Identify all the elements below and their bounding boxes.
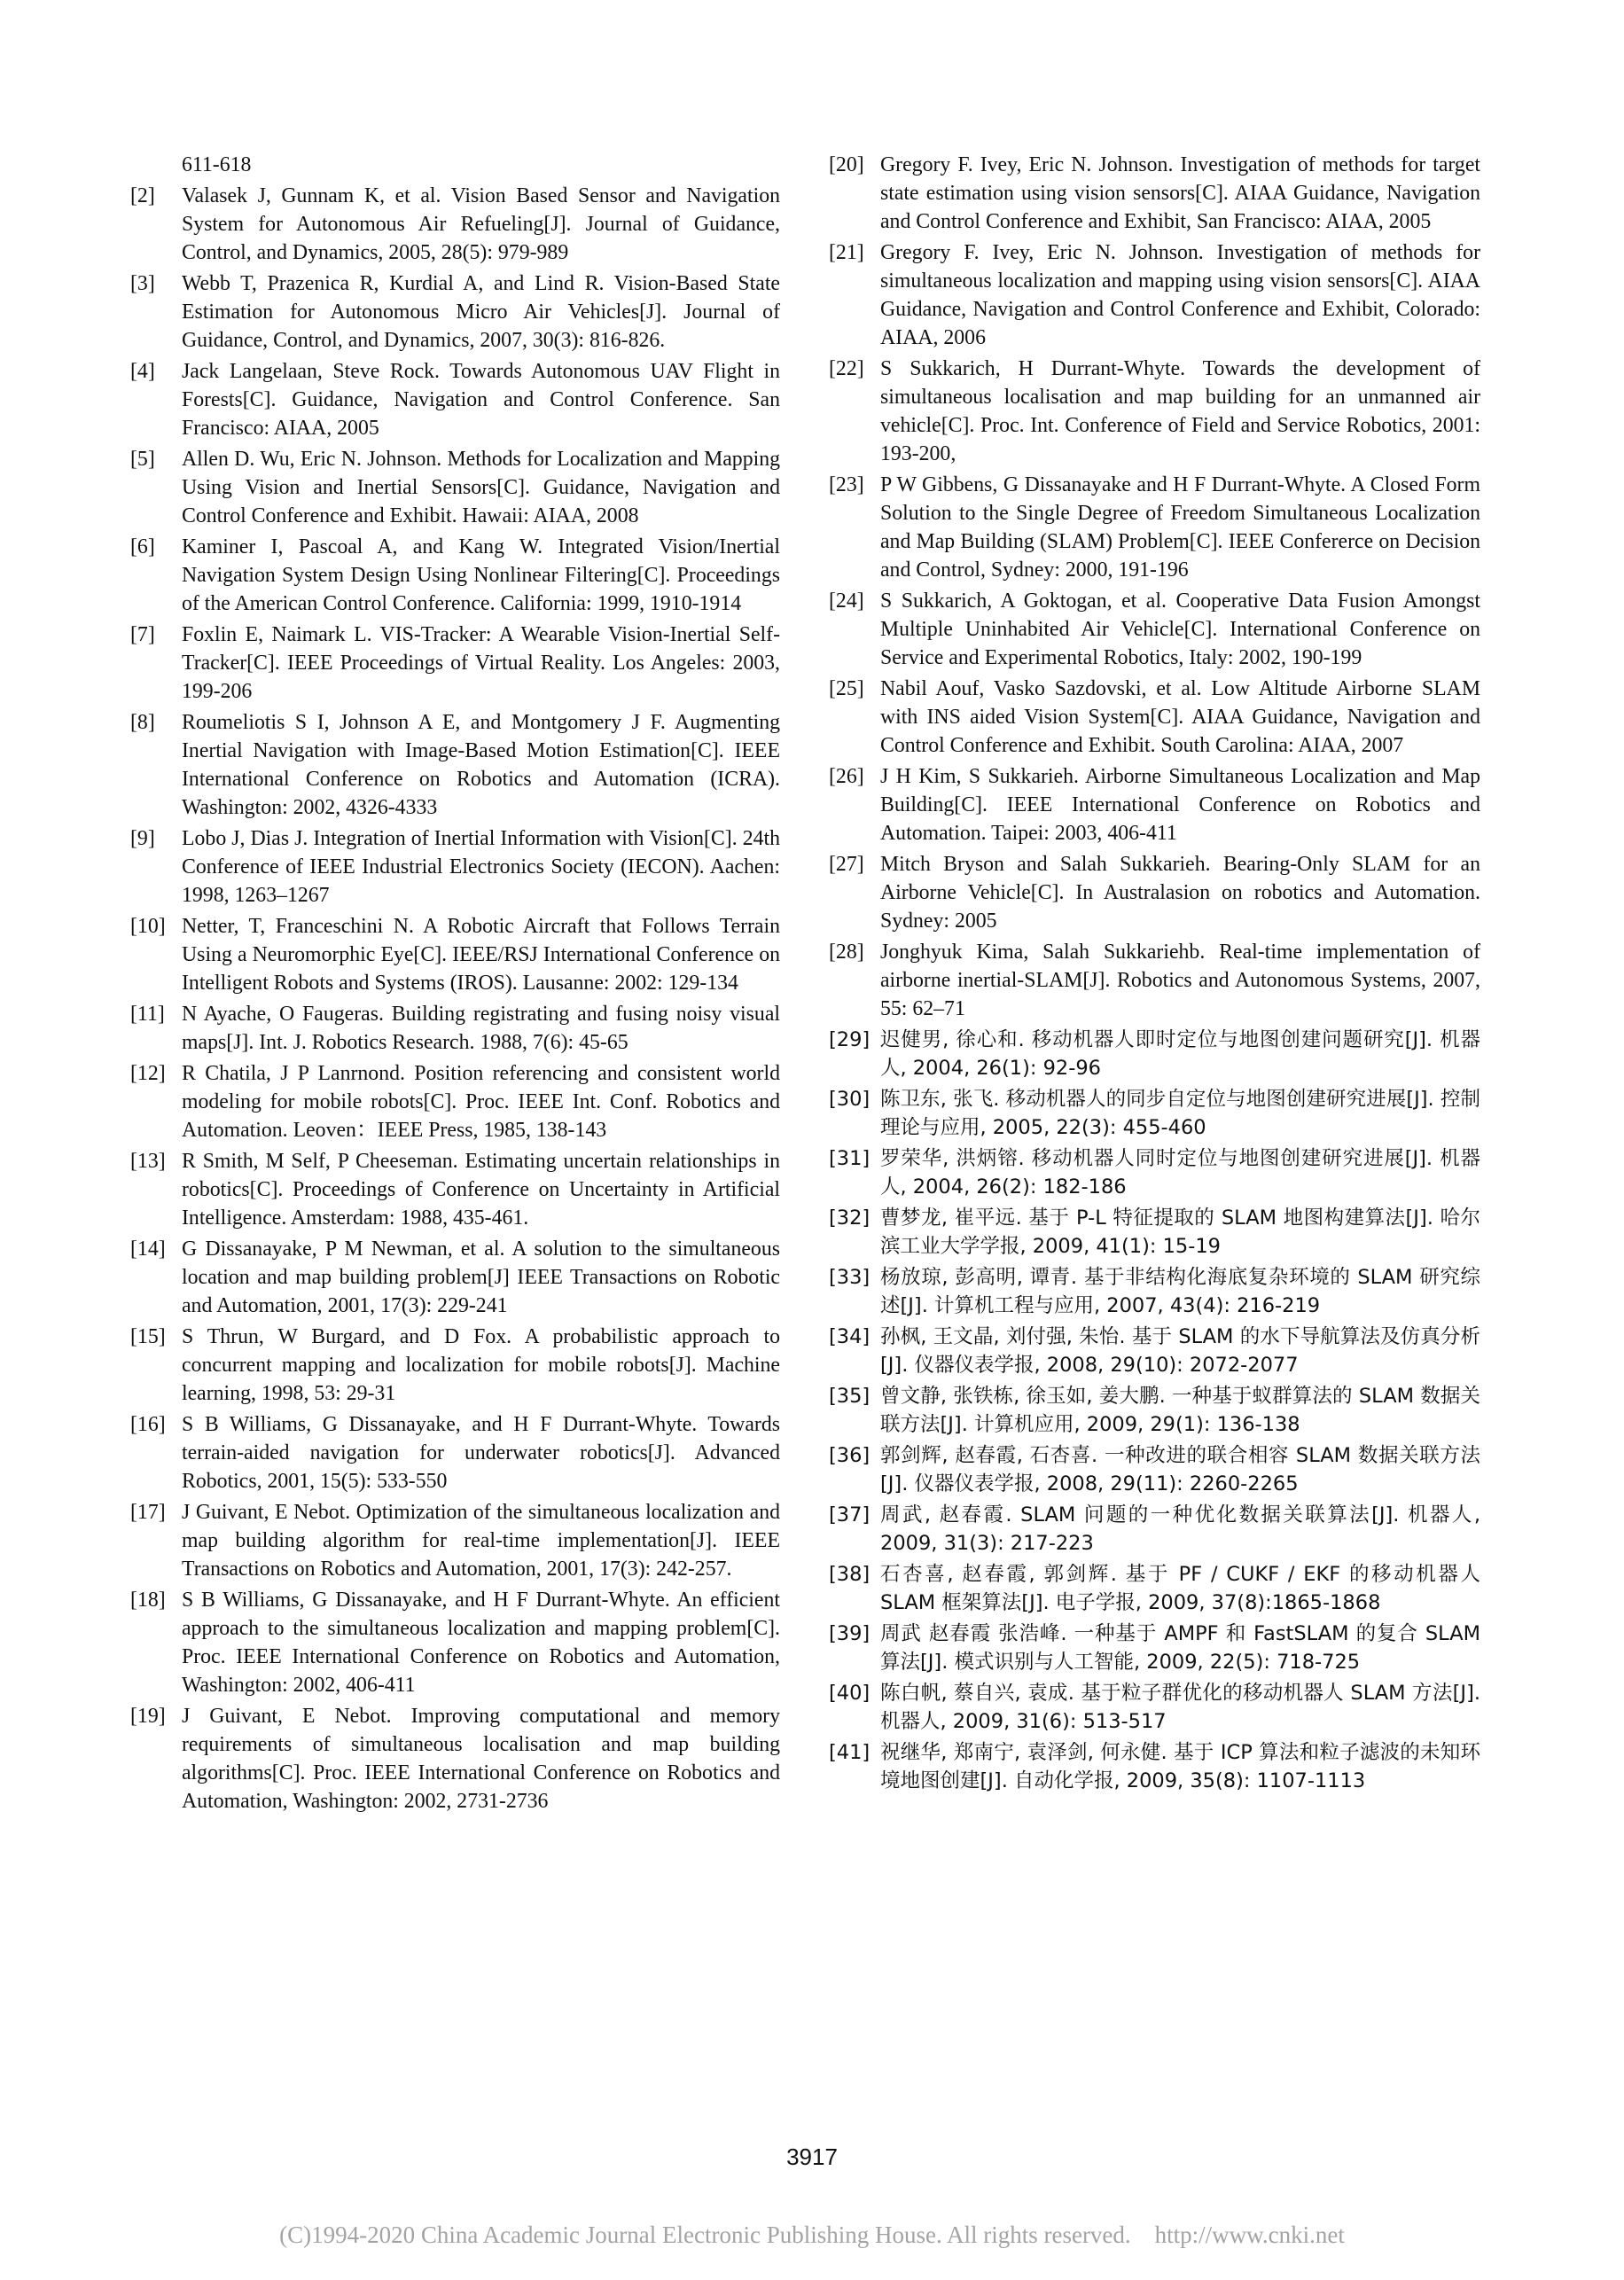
reference-text: R Chatila, J P Lanrnond. Position referencing and consistent world modeling for mobile robots[C]. Proc. IEEE Int. Conf. Robotics and Automation. Leoven：IEEE Press, 1985, 138-143 (182, 1062, 780, 1142)
reference-number: [10] (130, 915, 166, 938)
reference-entry (130, 912, 780, 997)
reference-entry (829, 151, 1480, 236)
reference-entry (829, 587, 1480, 672)
reference-number: [24] (829, 590, 864, 613)
reference-number: [34] (829, 1325, 871, 1348)
reference-number: [18] (130, 1589, 166, 1612)
reference-text: Roumeliotis S I, Johnson A E, and Montgomery J F. Augmenting Inertial Navigation with Image-Based Motion Estimation[C]. IEEE International Conference on Robotics and Automation (ICRA). Washington: 2002, 4326-4333 (182, 711, 780, 819)
reference-entry (130, 445, 780, 530)
reference-entry (829, 1382, 1480, 1439)
reference-entry (829, 1679, 1480, 1736)
reference-entry (829, 1620, 1480, 1676)
reference-number: [36] (829, 1444, 871, 1467)
reference-number: [35] (829, 1385, 871, 1408)
reference-number: [4] (130, 360, 155, 383)
reference-text: 祝继华, 郑南宁, 袁泽剑, 何永健. 基于 ICP 算法和粒子滤波的未知环境地图创建[J]. 自动化学报, 2009, 35(8): 1107-1113 (880, 1741, 1480, 1792)
reference-text: 杨放琼, 彭高明, 谭青. 基于非结构化海底复杂环境的 SLAM 研究综述[J]. 计算机工程与应用, 2007, 43(4): 216-219 (880, 1266, 1480, 1317)
reference-entry (829, 1560, 1480, 1617)
reference-number: [8] (130, 711, 155, 734)
reference-text: Mitch Bryson and Salah Sukkarieh. Bearing-Only SLAM for an Airborne Vehicle[C]. In Australasion on robotics and Automation. Sydney: 2005 (880, 853, 1480, 933)
reference-text: S Sukkarich, A Goktogan, et al. Cooperative Data Fusion Amongst Multiple Uninhabited Air Vehicle[C]. International Conference on Service and Experimental Robotics, Italy: 2002, 190-199 (880, 590, 1480, 669)
reference-entry (829, 1738, 1480, 1795)
reference-number: [19] (130, 1705, 166, 1728)
page-number: 3917 (786, 2143, 838, 2170)
reference-text: Allen D. Wu, Eric N. Johnson. Methods for Localization and Mapping Using Vision and Inertial Sensors[C]. Guidance, Navigation and Control Conference and Exhibit. Hawaii: AIAA, 2008 (182, 448, 780, 527)
reference-text: 曹梦龙, 崔平远. 基于 P-L 特征提取的 SLAM 地图构建算法[J]. 哈尔滨工业大学学报, 2009, 41(1): 15-19 (880, 1206, 1480, 1258)
reference-number: [15] (130, 1325, 166, 1348)
reference-entry (829, 1441, 1480, 1498)
reference-entry (130, 824, 780, 910)
reference-entry (130, 182, 780, 267)
reference-number: [32] (829, 1206, 871, 1230)
reference-entry (829, 1026, 1480, 1082)
reference-number: [13] (130, 1150, 166, 1173)
reference-entry (829, 938, 1480, 1023)
reference-entry (829, 471, 1480, 584)
reference-text: Foxlin E, Naimark L. VIS-Tracker: A Wearable Vision-Inertial Self-Tracker[C]. IEEE Proceedings of Virtual Reality. Los Angeles: 2003, 199-206 (182, 623, 780, 703)
reference-text: N Ayache, O Faugeras. Building registrating and fusing noisy visual maps[J]. Int. J. Robotics Research. 1988, 7(6): 45-65 (182, 1003, 780, 1054)
reference-text: Jack Langelaan, Steve Rock. Towards Autonomous UAV Flight in Forests[C]. Guidance, Navigation and Control Conference. San Francisco: AIAA, 2005 (182, 360, 780, 440)
reference-number: [38] (829, 1563, 871, 1586)
reference-text: Valasek J, Gunnam K, et al. Vision Based Sensor and Navigation System for Autonomous Air Refueling[J]. Journal of Guidance, Control, and Dynamics, 2005, 28(5): 979-989 (182, 184, 780, 264)
reference-text: 曾文静, 张铁栋, 徐玉如, 姜大鹏. 一种基于蚁群算法的 SLAM 数据关联方法[J]. 计算机应用, 2009, 29(1): 136-138 (880, 1385, 1480, 1436)
reference-entry (130, 621, 780, 706)
reference-entry (130, 269, 780, 355)
reference-text: Nabil Aouf, Vasko Sazdovski, et al. Low Altitude Airborne SLAM with INS aided Vision System[C]. AIAA Guidance, Navigation and Control Conference and Exhibit. South Carolina: AIAA, 2007 (880, 677, 1480, 757)
reference-number: [25] (829, 677, 864, 700)
reference-entry (130, 1059, 780, 1144)
reference-text: J Guivant, E Nebot. Optimization of the simultaneous localization and map building algorithm for real-time implementation[J]. IEEE Transactions on Robotics and Automation, 2001, 17(3): 242-257. (182, 1501, 780, 1581)
reference-text: 陈卫东, 张飞. 移动机器人的同步自定位与地图创建研究进展[J]. 控制理论与应用, 2005, 22(3): 455-460 (880, 1088, 1480, 1139)
reference-entry (829, 1501, 1480, 1558)
reference-entry (130, 1498, 780, 1583)
reference-text: 迟健男, 徐心和. 移动机器人即时定位与地图创建问题研究[J]. 机器人, 2004, 26(1): 92-96 (880, 1028, 1480, 1080)
reference-text: J Guivant, E Nebot. Improving computational and memory requirements of simultaneous localisation and map building algorithms[C]. Proc. IEEE International Conference on Robotics and Automation, Washington: 2002, 2731-2736 (182, 1705, 780, 1813)
reference-text: 陈白帆, 蔡自兴, 袁成. 基于粒子群优化的移动机器人 SLAM 方法[J]. 机器人, 2009, 31(6): 513-517 (880, 1682, 1480, 1733)
reference-text: P W Gibbens, G Dissanayake and H F Durrant-Whyte. A Closed Form Solution to the Single Degree of Freedom Simultaneous Localization and Map Building (SLAM) Problem[C]. IEEE Confererce on Decision and Control, Sydney: 2000, 191-196 (880, 473, 1480, 582)
reference-text: 周武 赵春霞 张浩峰. 一种基于 AMPF 和 FastSLAM 的复合 SLAM 算法[J]. 模式识别与人工智能, 2009, 22(5): 718-725 (880, 1622, 1480, 1674)
reference-entry (829, 1323, 1480, 1379)
reference-number: [2] (130, 184, 155, 207)
reference-text: Gregory F. Ivey, Eric N. Johnson. Investigation of methods for simultaneous localization and mapping using vision sensors[C]. AIAA Guidance, Navigation and Control Conference and Exhibit, Colorado: AIAA, 2006 (880, 241, 1480, 349)
reference-entry (829, 675, 1480, 760)
reference-text: R Smith, M Self, P Cheeseman. Estimating uncertain relationships in robotics[C]. Proceedings of Conference on Uncertainty in Artificial Intelligence. Amsterdam: 1988, 435-461. (182, 1150, 780, 1230)
reference-text: Jonghyuk Kima, Salah Sukkariehb. Real-time implementation of airborne inertial-SLAM[J]. Robotics and Autonomous Systems, 2007, 55: 62–71 (880, 941, 1480, 1020)
reference-number: [6] (130, 535, 155, 558)
references-left-column (130, 151, 780, 1818)
reference-number: [11] (130, 1003, 165, 1026)
reference-number: [41] (829, 1741, 871, 1764)
reference-text: 石杏喜, 赵春霞, 郭剑辉. 基于 PF / CUKF / EKF 的移动机器人 SLAM 框架算法[J]. 电子学报, 2009, 37(8):1865-1868 (880, 1563, 1480, 1614)
reference-text: 周武, 赵春霞. SLAM 问题的一种优化数据关联算法[J]. 机器人, 2009, 31(3): 217-223 (880, 1503, 1480, 1555)
reference-number: [12] (130, 1062, 166, 1085)
reference-number: [5] (130, 448, 155, 471)
reference-entry (130, 1323, 780, 1408)
reference-number: [22] (829, 357, 864, 380)
reference-number: [20] (829, 153, 864, 176)
reference-text: J H Kim, S Sukkarieh. Airborne Simultaneous Localization and Map Building[C]. IEEE International Conference on Robotics and Automation. Taipei: 2003, 406-411 (880, 765, 1480, 845)
reference-text: 郭剑辉, 赵春霞, 石杏喜. 一种改进的联合相容 SLAM 数据关联方法[J]. 仪器仪表学报, 2008, 29(11): 2260-2265 (880, 1444, 1480, 1495)
reference-number: [37] (829, 1503, 871, 1527)
reference-number: [7] (130, 623, 155, 646)
reference-entry (130, 1702, 780, 1815)
reference-text: 罗荣华, 洪炳镕. 移动机器人同时定位与地图创建研究进展[J]. 机器人, 2004, 26(2): 182-186 (880, 1147, 1480, 1199)
reference-entry (829, 850, 1480, 935)
reference-number: [28] (829, 941, 864, 964)
references-right-column (829, 151, 1480, 1798)
reference-number: [39] (829, 1622, 871, 1645)
reference-entry (130, 708, 780, 822)
reference-text: S B Williams, G Dissanayake, and H F Durrant-Whyte. Towards terrain-aided navigation for underwater robotics[J]. Advanced Robotics, 2001, 15(5): 533-550 (182, 1413, 780, 1493)
reference-text: Lobo J, Dias J. Integration of Inertial Information with Vision[C]. 24th Conference of IEEE Industrial Electronics Society (IECON). Aachen: 1998, 1263–1267 (182, 827, 780, 907)
reference-number: [26] (829, 765, 864, 788)
reference-entry (130, 1000, 780, 1057)
reference-entry (130, 151, 780, 179)
reference-text: 孙枫, 王文晶, 刘付强, 朱怡. 基于 SLAM 的水下导航算法及仿真分析[J]. 仪器仪表学报, 2008, 29(10): 2072-2077 (880, 1325, 1480, 1377)
reference-entry (130, 357, 780, 442)
reference-number: [30] (829, 1088, 871, 1111)
reference-text: Webb T, Prazenica R, Kurdial A, and Lind R. Vision-Based State Estimation for Autonomous Micro Air Vehicles[J]. Journal of Guidance, Control, and Dynamics, 2007, 30(3): 816-826. (182, 272, 780, 352)
reference-number: [17] (130, 1501, 166, 1524)
reference-number: [27] (829, 853, 864, 876)
reference-entry (130, 533, 780, 618)
reference-number: [9] (130, 827, 155, 850)
reference-entry (130, 1586, 780, 1699)
reference-text: S B Williams, G Dissanayake, and H F Durrant-Whyte. An efficient approach to the simultaneous localization and mapping problem[C]. Proc. IEEE International Conference on Robotics and Automation, Washington: 2002, 406-411 (182, 1589, 780, 1697)
reference-entry (829, 762, 1480, 847)
reference-text: S Sukkarich, H Durrant-Whyte. Towards the development of simultaneous localisation and map building for an unmanned air vehicle[C]. Proc. Int. Conference of Field and Service Robotics, 2001: 193-200, (880, 357, 1480, 465)
copyright-footer: (C)1994-2020 China Academic Journal Electronic Publishing House. All rights reserved. http://www.cnki.net (279, 2221, 1345, 2248)
reference-entry (829, 355, 1480, 468)
reference-entry (829, 1263, 1480, 1320)
reference-text: Kaminer I, Pascoal A, and Kang W. Integrated Vision/Inertial Navigation System Design Using Nonlinear Filtering[C]. Proceedings of the American Control Conference. California: 1999, 1910-1914 (182, 535, 780, 615)
reference-text: G Dissanayake, P M Newman, et al. A solution to the simultaneous location and map building problem[J] IEEE Transactions on Robotic and Automation, 2001, 17(3): 229-241 (182, 1238, 780, 1317)
reference-entry (829, 238, 1480, 352)
reference-number: [40] (829, 1682, 871, 1705)
reference-number: [31] (829, 1147, 871, 1170)
reference-text: Netter, T, Franceschini N. A Robotic Aircraft that Follows Terrain Using a Neuromorphic Eye[C]. IEEE/RSJ International Conference on Intelligent Robots and Systems (IROS). Lausanne: 2002: 129-134 (182, 915, 780, 995)
reference-text: Gregory F. Ivey, Eric N. Johnson. Investigation of methods for target state estimation using vision sensors[C]. AIAA Guidance, Navigation and Control Conference and Exhibit, San Francisco: AIAA, 2005 (880, 153, 1480, 233)
reference-number: [3] (130, 272, 155, 295)
reference-entry (829, 1204, 1480, 1261)
reference-number: [16] (130, 1413, 166, 1436)
reference-number: [21] (829, 241, 864, 264)
reference-entry (130, 1410, 780, 1495)
reference-number: [29] (829, 1028, 871, 1051)
reference-text: S Thrun, W Burgard, and D Fox. A probabilistic approach to concurrent mapping and localization for mobile robots[J]. Machine learning, 1998, 53: 29-31 (182, 1325, 780, 1405)
reference-entry (130, 1147, 780, 1232)
reference-text: 611-618 (182, 153, 252, 176)
reference-number: [33] (829, 1266, 871, 1289)
reference-entry (829, 1085, 1480, 1142)
reference-number: [23] (829, 473, 864, 496)
reference-number: [14] (130, 1238, 166, 1261)
reference-entry (130, 1235, 780, 1320)
reference-entry (829, 1144, 1480, 1201)
